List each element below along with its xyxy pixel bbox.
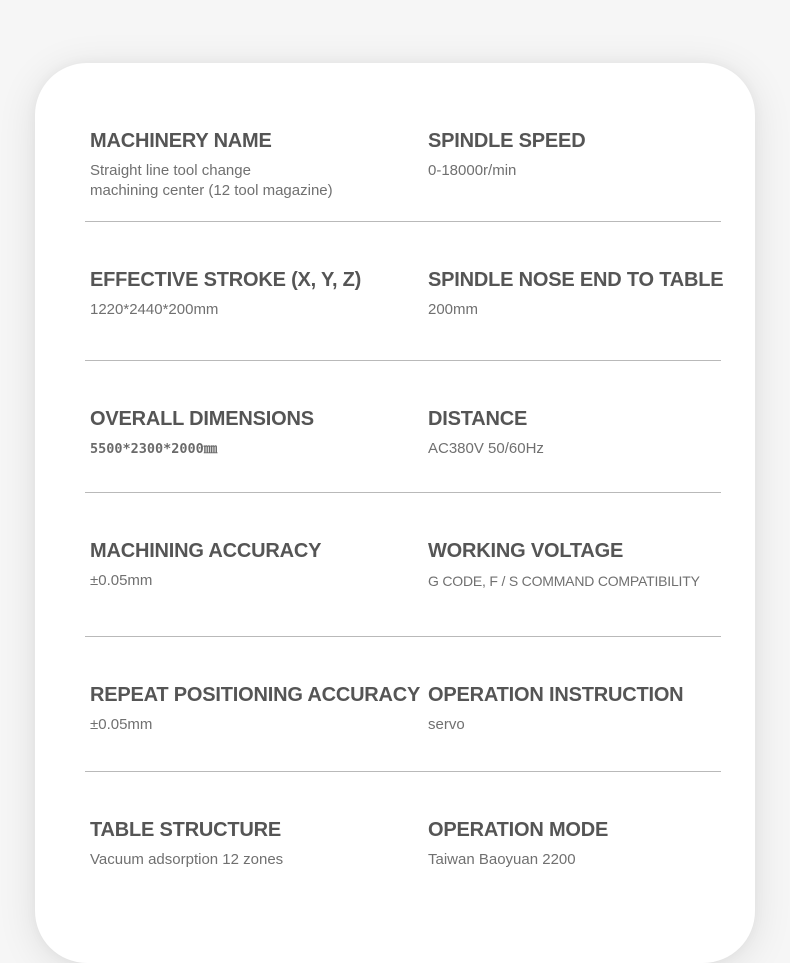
spec-value: servo (428, 716, 465, 733)
spec-item (90, 407, 420, 459)
spec-label: MACHINING ACCURACY (90, 540, 322, 562)
spec-label: OVERALL DIMENSIONS (90, 408, 314, 430)
spec-item (428, 818, 728, 870)
spec-value: AC380V 50/60Hz (428, 440, 544, 457)
spec-label: SPINDLE NOSE END TO TABLE (428, 269, 724, 291)
spec-item (90, 268, 420, 320)
spec-row (85, 268, 724, 361)
spec-value: G CODE, F / S COMMAND COMPATIBILITY (428, 573, 700, 589)
spec-item (90, 539, 420, 591)
spec-item (428, 129, 728, 181)
spec-item (428, 683, 728, 735)
spec-label: MACHINERY NAME (90, 130, 272, 152)
spec-item (428, 539, 728, 591)
spec-label: OPERATION MODE (428, 819, 609, 841)
spec-row (85, 683, 721, 772)
spec-value: 1220*2440*200mm (90, 301, 219, 318)
spec-row (85, 818, 721, 888)
spec-item (90, 818, 420, 870)
spec-label: OPERATION INSTRUCTION (428, 684, 684, 706)
spec-row (85, 129, 721, 222)
spec-item (90, 129, 420, 201)
spec-value: ±0.05mm (90, 716, 153, 733)
spec-value: Vacuum adsorption 12 zones (90, 851, 284, 868)
spec-label: TABLE STRUCTURE (90, 819, 282, 841)
spec-label: SPINDLE SPEED (428, 130, 586, 152)
spec-card (35, 63, 755, 963)
spec-value: Taiwan Baoyuan 2200 (428, 851, 576, 868)
spec-value: ±0.05mm (90, 572, 153, 589)
spec-label: REPEAT POSITIONING ACCURACY (90, 684, 421, 706)
spec-label: DISTANCE (428, 408, 528, 430)
spec-item (428, 268, 728, 320)
spec-value: 0-18000r/min (428, 162, 517, 179)
spec-item (428, 407, 728, 459)
spec-row (85, 407, 721, 493)
spec-value: 5500*2300*2000㎜ (90, 441, 218, 457)
spec-item (90, 683, 420, 735)
spec-value: 200mm (428, 301, 479, 318)
spec-row (85, 539, 721, 637)
spec-value: Straight line tool change machining center (12 tool magazine) (90, 162, 333, 199)
spec-label: EFFECTIVE STROKE (X, Y, Z) (90, 269, 362, 291)
spec-label: WORKING VOLTAGE (428, 540, 624, 562)
